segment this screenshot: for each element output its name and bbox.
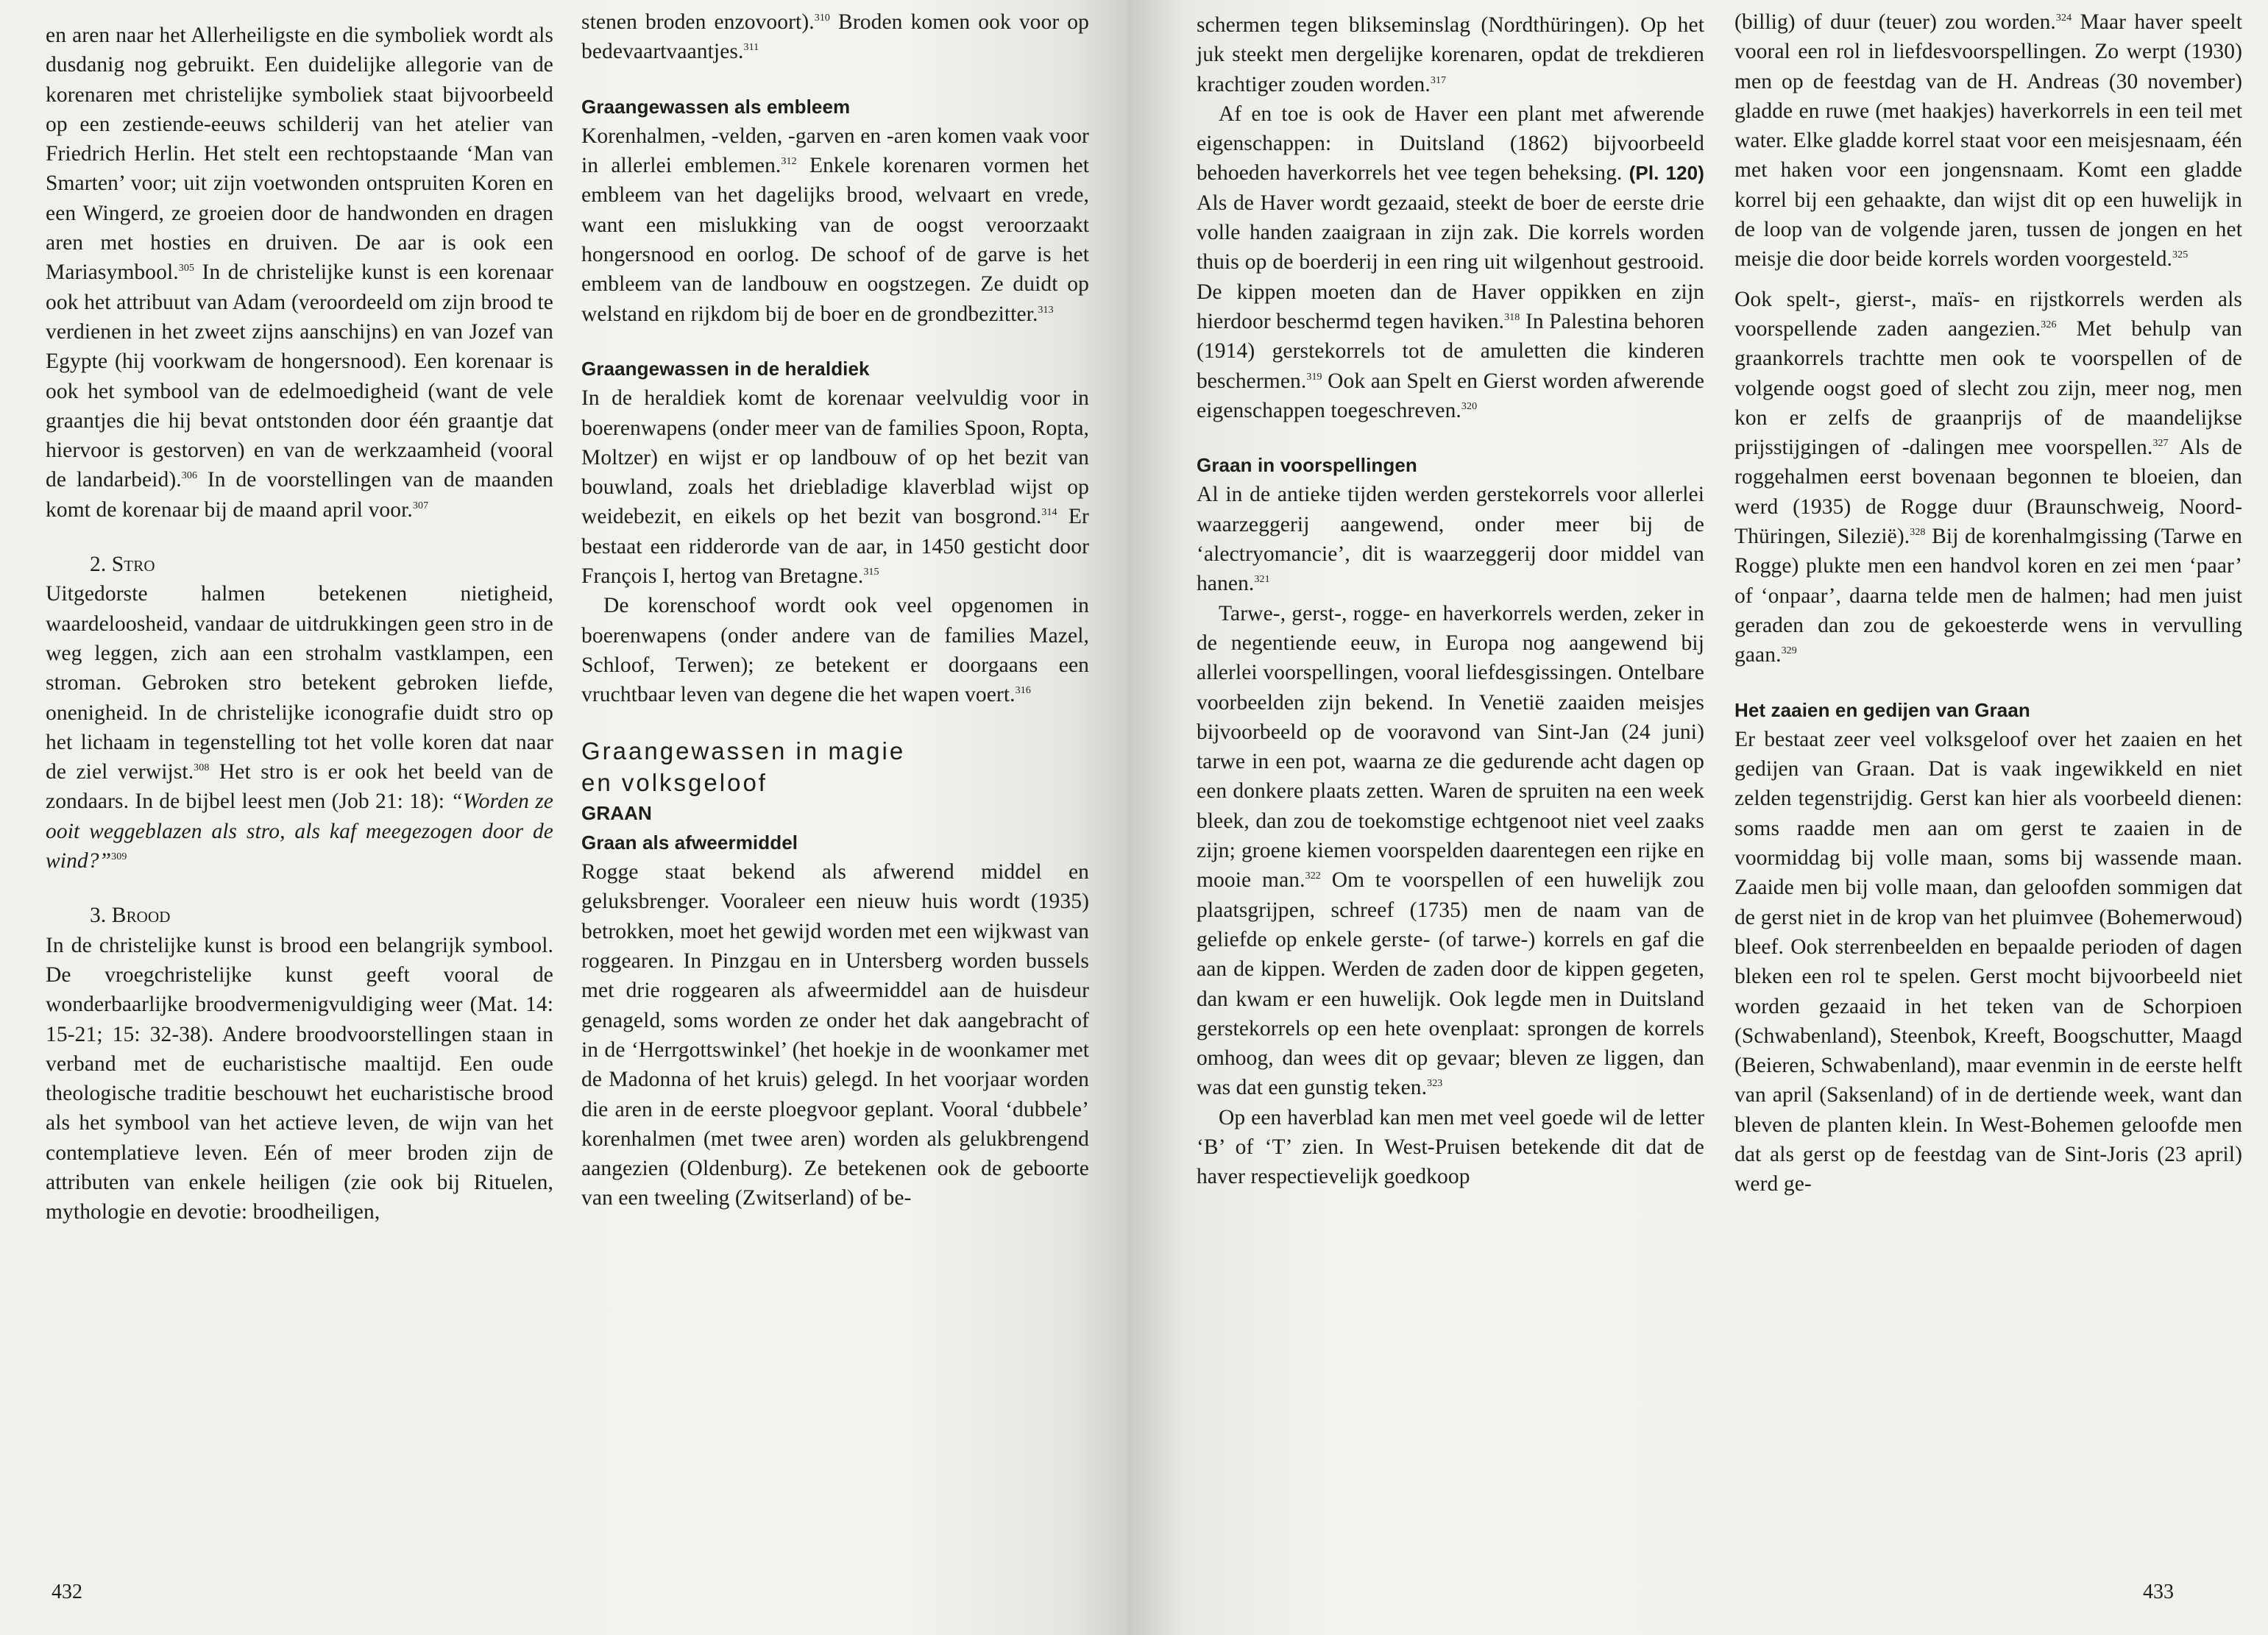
footnote-ref: 328 [1910, 527, 1926, 539]
left-page [0, 0, 1127, 1635]
paragraph-stro: Uitgedorste halmen betekenen nietigheid, waardeloosheid, vandaar de uitdrukkingen geen stro in de weg leggen, zich aan een strohalm vastklampen, een stroman. Gebroken stro betekent gebroken liefde, onenigheid. In de christelijke iconografie duidt stro op het lichaam in tegenstelling tot het volle koren dat naar de ziel verwijst.$^{308}$ Het stro is er ook het beeld van de zondaars. In de bijbel leest men (Job 21: 18): “Worden ze ooit weggeblazen als stro, als kaf meegezogen door de wind?”$^{309}$ [46, 582, 553, 873]
footnote-ref: 325 [2172, 249, 2189, 261]
plate-reference: (Pl. 120) [1629, 162, 1704, 185]
right-page [1127, 0, 2268, 1635]
footnote-ref: 313 [1038, 304, 1054, 316]
footnote-ref: 308 [194, 762, 210, 774]
heading-zaaien: Het zaaien en gedijen van Graan [1734, 698, 2030, 721]
footnote-ref: 322 [1305, 870, 1321, 882]
footnote-ref: 318 [1504, 312, 1520, 324]
paragraph-liefdesgissingen: Tarwe-, gerst-, rogge- en haverkorrels werden, zeker in de negentiende eeuw, in Europa nog aangewend bij allerlei voorspellingen, vooral liefdesgissingen. Ontelbare voorbeelden zijn bekend. In Venetië zaaiden meisjes bijvoorbeeld op de vooravond van Sint-Jan (24 juni) tarwe in een pot, waarna ze die gedurende acht dagen op een donkere plaats zetten. Waren de spruiten na een week bleek, dan zou de toekomstige echtgenoot niet veel zaaks zijn; groene kiemen voorspelden daarentegen een rijke en mooie man.$^{322}$ Om te voorspellen of een huwelijk zou plaatsgrijpen, schreef (1735) men de naam van de geliefde op enkele gerste- (of tarwe-) korrels en gaf die aan de kippen. Werden de zaden door de kippen gegeten, dan kwam er een huwelijk. Ook legde men in Duitsland gerstekorrels op een hete ovenplaat: sprongen de korrels omhoog, dan wees dit op gevaar; bleven ze liggen, dan was dat een gunstig teken.$^{323}$ [1197, 601, 1705, 1100]
paragraph-voorspellende-zaden: Ook spelt-, gierst-, maïs- en rijstkorrels werden als voorspellende zaden aangezien.$^{326}$ Met behulp van graankorrels trachtte men ook te voorspellen of de volgende oogst goed of slecht zou zijn, meer nog, men kon er zelfs de graanprijs of de maandelijkse prijsstijgingen of -dalingen mee voorspellen.$^{327}$ Als de roggehalmen eerst bovenaan begonnen te bloeien, dan werd (1935) de Rogge duur (Braunschweig, Noord-Thüringen, Silezië).$^{328}$ Bij de korenhalmgissing (Tarwe en Rogge) plukte men een handvol koren en zei men ‘paar’ of ‘onpaar’, daarna telde men de halmen; had men juist geraden dan zou de gekoesterde wens in vervulling gaan.$^{329}$ [1734, 287, 2243, 667]
footnote-ref: 306 [181, 470, 198, 482]
paragraph-waarzeggerij: Al in de antieke tijden werden gerstekorrels voor allerlei waarzeggerij aangewend, onder meer bij de ‘alectryomancie’, dit is waarzeggerij door middel van hanen.$^{321}$ [1197, 483, 1704, 596]
footnote-ref: 320 [1461, 401, 1478, 413]
paragraph-korenschoof: De korenschoof wordt ook veel opgenomen in boerenwapens (onder andere van de families Mazel, Schloof, Terwen); ze betekent er doorgaans een vruchtbaar leven van degene die het wapen voert.$^{316}$ [581, 594, 1089, 707]
footnote-ref: 315 [863, 567, 879, 578]
paragraph-korenaar-symboliek: en aren naar het Allerheiligste en die symboliek wordt als dusdanig nog gebruikt. Een duidelijke allegorie van de korenaren met christelijke symboliek staat bijvoorbeeld op een zestiende-eeuws schilderij van het atelier van Friedrich Herlin. Het stelt een rechtopstaande ‘Man van Smarten’ voor; uit zijn voetwonden ontspruiten Koren en een Wingerd, ze groeien door de handwonden en dragen aren met hosties en druiven. De aar is ook een Mariasymbool.$^{305}$ In de christelijke kunst is een korenaar ook het attribuut van Adam (veroordeeld om zijn brood te verdienen in het zweet zijns aanschijns) en van Jozef van Egypte (hij voorkwam de hongersnood). Een korenaar is ook het symbool van de edelmoedigheid (want de vele graantjes die hij bevat ontstonden door één graantje dat hiervoor is gestorven) en van de werkzaamheid (vooral de landarbeid).$^{306}$ In de voorstellingen van de maanden komt de korenaar bij de maand april voor.$^{307}$ [46, 24, 553, 522]
paragraph-embleem: Korenhalmen, -velden, -garven en -aren komen vaak voor in allerlei emblemen.$^{312}$ Enkele korenaren vormen het embleem van het dagelijks brood, welvaart en vrede, want een mislukking van de oogst veroorzaakt hongersnood en oorlog. De schoof of de garve is het embleem van de landbouw en oogstzegen. Ze duidt op welstand en rijkdom bij de boer en de grondbezitter.$^{313}$ [581, 124, 1089, 326]
page-number-right: 433 [2143, 1581, 2174, 1603]
paragraph-haverblad: Op een haverblad kan men met veel goede wil de letter ‘B’ of ‘T’ zien. In West-Pruisen betekende dit dat de haver respectievelijk goedkoop [1197, 1105, 1704, 1189]
paragraph-broden: stenen broden enzovoort).$^{310}$ Broden komen ook voor op bedevaartvaantjes.$^{311}$ [581, 10, 1089, 64]
footnote-ref: 317 [1430, 74, 1447, 86]
paragraph-brood: In de christelijke kunst is brood een belangrijk symbool. De vroegchristelijke kunst geeft vooral de wonderbaarlijke broodvermenigvuldiging weer (Mat. 14: 15-21; 15: 32-38). Andere broodvoorstellingen staan in verband met de eucharistische maaltijd. Een oude theologische traditie beschouwt het eucharistische brood als het symbool van het actieve leven, de wijn van het contemplatieve leven. Eén of meer broden zijn de attributen van enkele heiligen (zie ook bij Rituelen, mythologie en devotie: broodheiligen, [46, 933, 553, 1224]
subsection-title-graan: GRAAN [581, 801, 652, 824]
footnote-ref: 326 [2041, 319, 2057, 331]
footnote-ref: 323 [1427, 1078, 1443, 1090]
footnote-ref: 307 [412, 500, 429, 511]
page-number-left: 432 [52, 1581, 82, 1603]
paragraph-afweermiddel: Rogge staat bekend als afwerend middel en geluksbrenger. Vooraleer een nieuw huis wordt (1935) betrokken, moet het gewijd worden met een wijkwast van roggearen. In Pinzgau en in Untersberg worden bussels met drie roggearen als afweermiddel aan de huisdeur genageld, soms worden ze onder het dak aangebracht of in de ‘Herrgottswinkel’ (het hoekje in de woonkamer met de Madonna of het kruis) gelegd. In het voorjaar worden die aren in de eerste ploegvoor geplant. Vooral ‘dubbele’ korenhalmen (met twee aren) worden als gelukbrengend aangezien (Oldenburg). Ze betekenen ook de geboorte van een tweeling (Zwitserland) of be- [581, 860, 1089, 1210]
footnote-ref: 327 [2152, 438, 2169, 450]
paragraph-zaaien: Er bestaat zeer veel volksgeloof over het zaaien en het gedijen van Graan. Dat is vaak ingewikkeld en niet zelden tegenstrijdig. Gerst kan hier als voorbeeld dienen: soms raadde men aan om gerst te zaaien in de voormiddag bij volle maan, soms bij wassende maan. Zaaide men bij volle maan, dan geloofden sommigen dat de gerst niet in de krop van het pluimvee (Bohemerwoud) bleef. Ook sterrenbeelden en bepaalde perioden of dagen bleken een rol te spelen. Gerst mocht bijvoorbeeld niet worden gezaaid in het teken van de Schorpioen (Schwabenland), Steenbok, Kreeft, Boogschutter, Maagd (Beieren, Schwabenland), maar evenmin in de eerste helft van april (Saksenland) of in de dertiende week, want dan bleven de planten klein. In West-Bohemen geloofde men dat als gerst op de feestdag van de Sint-Joris (23 april) werd ge- [1734, 727, 2242, 1196]
heading-stro: 2. Stro [90, 553, 155, 577]
footnote-ref: 316 [1015, 685, 1031, 697]
paragraph-haver-liefde: (billig) of duur (teuer) zou worden.$^{324}$ Maar haver speelt vooral een rol in liefdesvoorspellingen. Zo werpt (1930) men op de feestdag van de H. Andreas (30 november) gladde en ruwe (met haakjes) haverkorrels in een teil met water. Elke gladde korrel staat voor een meisjesnaam, één met haken voor een jongensnaam. Komt een gladde korrel bij een gehaakte, dan wijst dit op een huwelijk in de loop van de volgende jaren, tussen de jongen en het meisje die door beide korrels worden voorgesteld.$^{325}$ [1734, 10, 2242, 272]
section-title-magie: Graangewassen in magie en volksgeloof [581, 737, 906, 796]
heading-brood: 3. Brood [90, 904, 171, 928]
footnote-ref: 314 [1041, 507, 1057, 519]
footnote-ref: 324 [2055, 13, 2072, 24]
paragraph-heraldiek: In de heraldiek komt de korenaar veelvuldig voor in boerenwapens (onder meer van de families Spoon, Ropta, Moltzer) en wijst er op landbouw of op het bezit van bouwland, zoals het driebladige klaverblad wijst op weidebezit, en eikels op het bezit van bosgrond.$^{314}$ Er bestaat een ridderorde van de aar, in 1450 gesticht door François I, hertog van Bretagne.$^{315}$ [581, 386, 1089, 589]
paragraph-bliksem: schermen tegen blikseminslag (Nordthüringen). Op het juk steekt men dergelijke korenaren, opdat de trekdieren krachtiger zouden worden.$^{317}$ [1197, 13, 1704, 96]
heading-heraldiek: Graangewassen in de heraldiek [581, 357, 870, 380]
heading-embleem: Graangewassen als embleem [581, 95, 851, 118]
footnote-ref: 319 [1306, 371, 1322, 383]
left-column-2 [581, 7, 1089, 1213]
right-column-1 [1197, 10, 1704, 1192]
paragraph-haver-afweer: Af en toe is ook de Haver een plant met afwerende eigenschappen: in Duitsland (1862) bijvoorbeeld behoeden haverkorrels het vee tegen beheksing. (Pl. 120) Als de Haver wordt gezaaid, steekt de boer de eerste drie volle handen zaaigraan in zijn zak. Die korrels worden thuis op de boerderij in een ring uit wilgenhout gestrooid. De kippen moeten dan de Haver oppikken en zijn hierdoor beschermd tegen haviken.$^{318}$ In Palestina behoren (1914) gerstekorrels tot de amuletten die kinderen beschermen.$^{319}$ Ook aan Spelt en Gierst worden afwerende eigenschappen toegeschreven.$^{320}$ [1197, 102, 1705, 422]
footnote-ref: 311 [743, 42, 759, 54]
footnote-ref: 321 [1254, 574, 1270, 586]
heading-voorspellingen: Graan in voorspellingen [1197, 454, 1417, 477]
left-column-1 [46, 21, 553, 1227]
footnote-ref: 329 [1781, 645, 1797, 657]
footnote-ref: 312 [781, 156, 797, 168]
footnote-ref: 309 [111, 851, 127, 863]
right-column-2 [1734, 7, 2242, 1199]
bible-quote: “Worden ze ooit weggeblazen als stro, als kaf meegezogen door de wind?” [46, 790, 553, 873]
footnote-ref: 305 [178, 263, 195, 274]
heading-afweermiddel: Graan als afweermiddel [581, 831, 798, 854]
footnote-ref: 310 [814, 13, 831, 24]
